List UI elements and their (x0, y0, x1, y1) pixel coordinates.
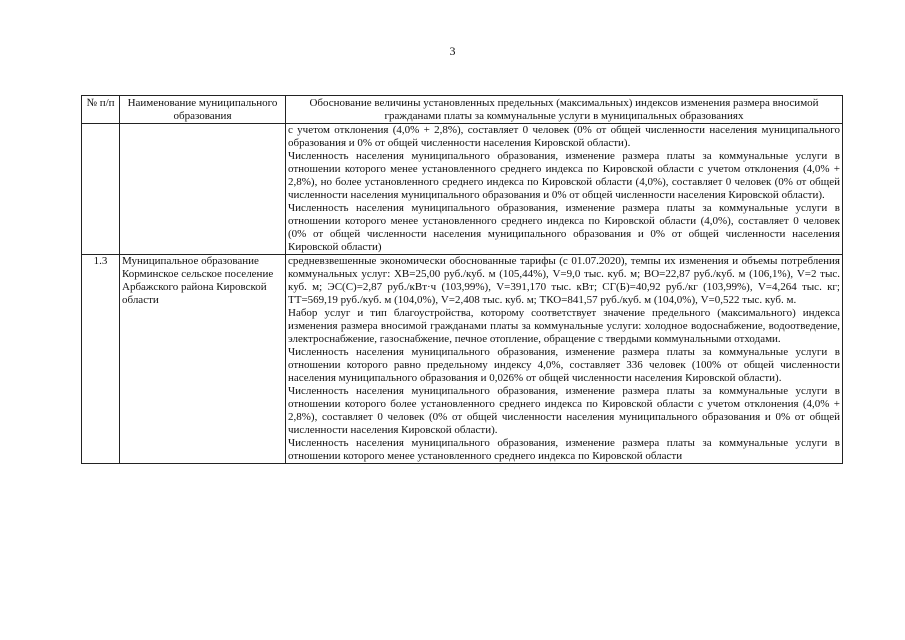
page-number: 3 (449, 44, 456, 58)
paragraph: Численность населения муниципального образования, изменение размера платы за коммунальные услуги в отношении которого менее установленного среднего индекса по Кировской области (288, 437, 840, 462)
header-justification: Обоснование величины установленных предельных (максимальных) индексов изменения размера вносимой гражданами платы за коммунальные услуги в муниципальных образованиях (286, 96, 843, 124)
paragraph: средневзвешенные экономически обоснованные тарифы (с 01.07.2020), темпы их изменения и объемы потребления коммунальных услуг: ХВ=25,00 руб./куб. м (105,44%), V=9,0 тыс. куб. м; ВО=22,87 руб./куб. м (106,1%), V=2 тыс. куб. м; ЭС(С)=2,87 руб./кВт·ч (103,99%), V=391,170 тыс. кВт; СГ(Б)=40,92 руб./кг (103,99%), V=4,264 тыс. кг; ТТ=569,19 руб./куб. м (104,0%), V=2,408 тыс. куб. м; ТКО=841,57 руб./куб. м (104,0%), V=0,522 тыс. куб. м. (288, 255, 840, 306)
table-header-row (82, 96, 843, 124)
row-name-cell: Муниципальное образование Корминское сельское поселение Арбажского района Кировской области (120, 255, 286, 464)
paragraph: с учетом отклонения (4,0% + 2,8%), составляет 0 человек (0% от общей численности населения муниципального образования и 0% от общей численности населения Кировской области). (288, 124, 840, 149)
paragraph: Численность населения муниципального образования, изменение размера платы за коммунальные услуги в отношении которого менее установленного среднего индекса по Кировской области с учетом отклонения (4,0% + 2,8%), но более установленного среднего индекса по Кировской области (4,0%), составляет 0 человек (0% от общей численности населения муниципального образования и 0% от общей численности населения Кировской области). (288, 150, 840, 201)
paragraph: Численность населения муниципального образования, изменение размера платы за коммунальные услуги в отношении которого более установленного среднего индекса по Кировской области с учетом отклонения (4,0% + 2,8%), составляет 0 человек (0% от общей численности населения муниципального образования и 0% от общей численности населения Кировской области). (288, 385, 840, 436)
row-text-cell (286, 255, 843, 464)
header-num: № п/п (82, 96, 120, 124)
table-row-continuation (82, 124, 843, 255)
paragraph: Набор услуг и тип благоустройства, которому соответствует значение предельного (максимального) индекса изменения размера вносимой гражданами платы за коммунальные услуги: холодное водоснабжение, водоотведение, электроснабжение, газоснабжение, печное отопление, обращение с твердыми коммунальными отходами. (288, 307, 840, 345)
continuation-text-cell (286, 124, 843, 255)
paragraph: Численность населения муниципального образования, изменение размера платы за коммунальные услуги в отношении которого менее установленного среднего индекса по Кировской области (4,0%), составляет 0 человек (0% от общей численности населения муниципального образования и 0% от общей численности населения Кировской области) (288, 202, 840, 253)
row-num-cell: 1.3 (82, 255, 120, 464)
header-name: Наименование муниципального образования (120, 96, 286, 124)
table-row-1-3 (82, 255, 843, 464)
continuation-num-cell (82, 124, 120, 255)
tariff-table (81, 95, 843, 464)
paragraph: Численность населения муниципального образования, изменение размера платы за коммунальные услуги в отношении которого равно предельному индексу 4,0%, составляет 336 человек (100% от общей численности населения муниципального образования и 0,026% от общей численности населения Кировской области). (288, 346, 840, 384)
continuation-name-cell (120, 124, 286, 255)
